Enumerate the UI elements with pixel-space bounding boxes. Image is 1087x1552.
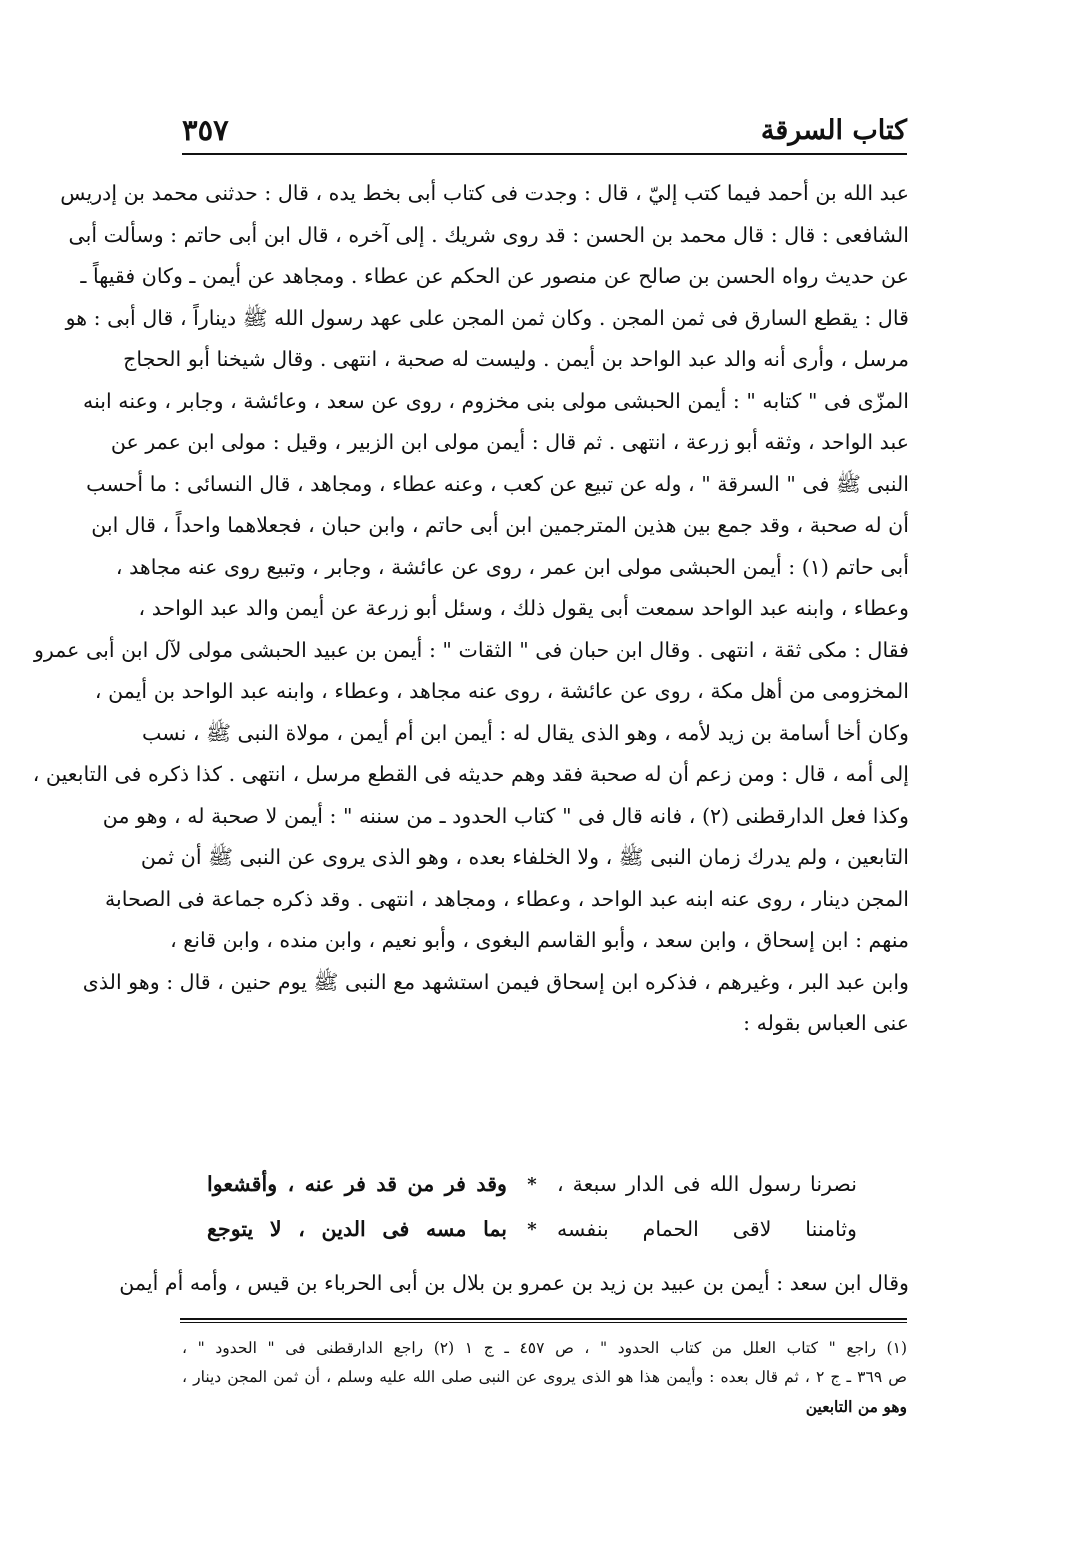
footnote-divider-thin xyxy=(180,1322,907,1323)
text-line: النبى ﷺ فى " السرقة " ، وله عن تبيع عن كعب ، وعنه عطاء ، ومجاهد ، قال النسائى : ما أحسب xyxy=(86,471,909,496)
text-line: وابن عبد البر ، وغيرهم ، فذكره ابن إسحاق فيمن استشهد مع النبى ﷺ يوم حنين ، قال : وهو الذى xyxy=(82,969,909,994)
verse-line xyxy=(178,1207,909,1252)
post-verse-text xyxy=(119,1263,909,1305)
footnote-line: وهو من التابعين xyxy=(805,1397,907,1416)
footnote-line: ص ٣٦٩ ـ ج ٢ ، ثم قال بعده : وأيمن هذا هو الذى يروى عن النبى صلى الله عليه وسلم ، أن ثمن المجن دينار ، xyxy=(182,1368,907,1386)
footnote-line: (١) راجع " كتاب العلل من كتاب الحدود " ، ص ٤٥٧ ـ ج ١ (٢) راجع الدارقطنى فى " الحدود " ، xyxy=(182,1339,907,1357)
text-line: وعطاء ، وابنه عبد الواحد سمعت أبى يقول ذلك ، وسئل أبو زرعة عن أيمن والد عبد الواحد ، xyxy=(138,596,909,620)
page-header xyxy=(182,108,907,152)
text-line: وقال ابن سعد : أيمن بن عبيد بن زيد بن عمرو بن بلال بن أبى الحرباء بن قيس ، وأمه أم أيمن xyxy=(119,1271,909,1295)
poem-verses xyxy=(178,1162,909,1252)
text-line: عن حديث رواه الحسن بن صالح عن منصور عن الحكم عن عطاء . ومجاهد عن أيمن ـ وكان فقيهاً ـ xyxy=(80,264,909,288)
footnotes xyxy=(182,1334,907,1421)
text-line: مرسل ، وأرى أنه والد عبد الواحد بن أيمن . وليست له صحبة ، انتهى . وقال شيخنا أبو الحجاج xyxy=(123,347,909,371)
verse-second-hemistich: بما مسه فى الدين ، لا يتوجع xyxy=(207,1217,507,1241)
verse-separator: * xyxy=(527,1174,537,1195)
text-line: أبى حاتم (١) : أيمن الحبشى مولى ابن عمر ، روى عن عائشة ، وجابر ، وتبيع روى عنه مجاهد ، xyxy=(115,554,909,579)
page-number: ٣٥٧ xyxy=(182,113,229,147)
text-line: فقال : مكى ثقة ، انتهى . وقال ابن حبان فى " الثقات " : أيمن بن عبيد الحبشى مولى لآل ابن أبى عمرو xyxy=(33,637,909,662)
text-line: إلى أمه ، قال : ومن زعم أن له صحبة فقد وهم حديثه فى القطع مرسل ، انتهى . كذا ذكره فى التابعين ، xyxy=(32,762,909,786)
text-line: وكان أخا أسامة بن زيد لأمه ، وهو الذى يقال له : أيمن ابن أم أيمن ، مولاة النبى ﷺ ، نسب xyxy=(142,720,909,745)
text-line: عبد الله بن أحمد فيما كتب إليّ ، قال : وجدت فى كتاب أبى بخط يده ، قال : حدثنى محمد بن إدريس xyxy=(60,181,909,205)
text-line: عنى العباس بقوله : xyxy=(743,1011,909,1035)
verse-line xyxy=(178,1162,909,1207)
text-line: المخزومى من أهل مكة ، روى عن عائشة ، روى عنه مجاهد ، وعطاء ، وابنه عبد الواحد بن أيمن ، xyxy=(94,679,909,703)
text-line: منهم : ابن إسحاق ، وابن سعد ، وأبو القاسم البغوى ، وأبو نعيم ، وابن منده ، وابن قانع ، xyxy=(170,928,909,952)
text-line: المزّى فى " كتابه " : أيمن الحبشى مولى بنى مخزوم ، روى عن سعد ، وعائشة ، وجابر ، وعنه ابنه xyxy=(83,388,909,413)
text-line: التابعين ، ولم يدرك زمان النبى ﷺ ، ولا الخلفاء بعده ، وهو الذى يروى عن النبى ﷺ أن ثمن xyxy=(140,845,909,869)
verse-first-hemistich: نصرنا رسول الله فى الدار سبعة ، xyxy=(557,1172,857,1196)
verse-second-hemistich: وقد فر من قد فر عنه ، وأقشعوا xyxy=(207,1172,507,1196)
text-line: أن له صحبة ، وقد جمع بين هذين المترجمين ابن أبى حاتم ، وابن حبان ، فجعلاهما واحداً ، قال ابن xyxy=(91,513,909,537)
text-line: قال : يقطع السارق فى ثمن المجن . وكان ثمن المجن على عهد رسول الله ﷺ ديناراً ، قال أبى : هو xyxy=(65,305,909,330)
text-line: المجن دينار ، روى عنه ابنه عبد الواحد ، وعطاء ، ومجاهد ، انتهى . وقد ذكره جماعة فى الصحابة xyxy=(105,886,909,911)
header-divider xyxy=(182,153,907,155)
text-line: عبد الواحد ، وثقه أبو زرعة ، انتهى . ثم قال : أيمن مولى ابن الزبير ، وقيل : مولى ابن عمر عن xyxy=(110,430,909,454)
text-line: الشافعى : قال : قال محمد بن الحسن : قد روى شريك . إلى آخره ، قال ابن أبى حاتم : وسألت أبى xyxy=(68,222,909,247)
verse-separator: * xyxy=(527,1219,537,1240)
main-text xyxy=(32,173,909,1045)
text-line: وكذا فعل الدارقطنى (٢) ، فانه قال فى " كتاب الحدود ـ من سننه " : أيمن لا صحبة له ، وهو من xyxy=(102,803,909,828)
page-title: كتاب السرقة xyxy=(760,114,907,146)
verse-first-hemistich: وثامننا لاقى الحمام بنفسه xyxy=(557,1217,857,1241)
footnote-divider xyxy=(180,1318,907,1320)
